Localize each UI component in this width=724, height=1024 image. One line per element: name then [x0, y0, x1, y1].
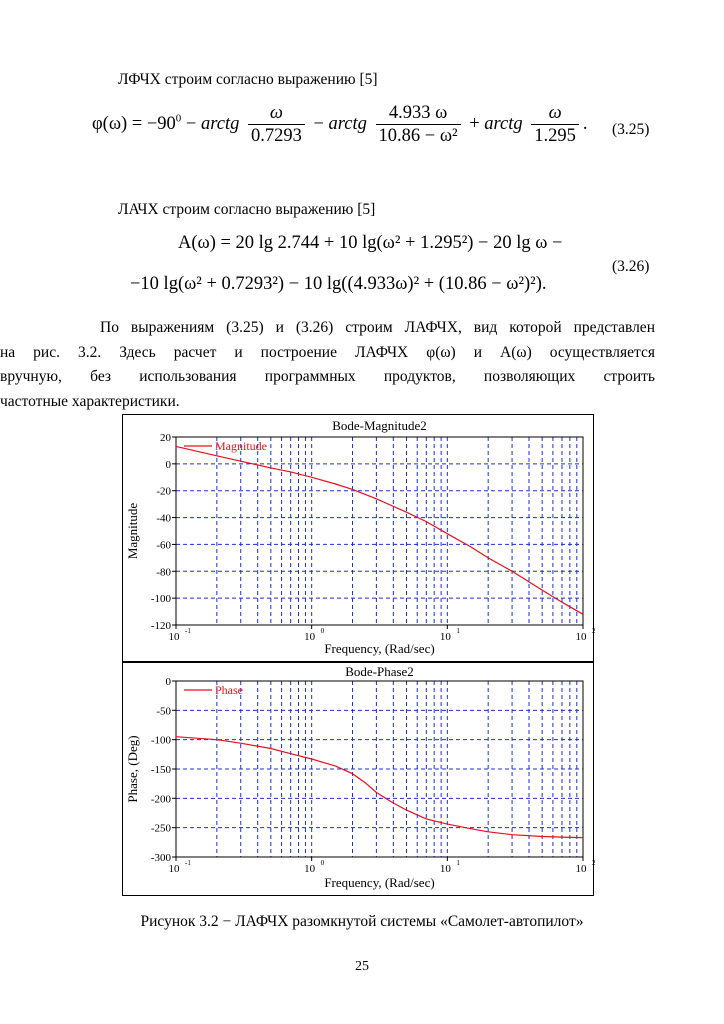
- x-tick-exponent: 1: [456, 627, 460, 635]
- y-tick-label: 0: [165, 458, 171, 471]
- x-tick-label: 10: [575, 631, 587, 643]
- eq-phase-fraction-2: [376, 102, 461, 147]
- x-tick-label: 10: [575, 863, 587, 875]
- y-tick-label: 0: [165, 676, 171, 688]
- x-tick-label: 10: [439, 863, 451, 875]
- equation-phase: $\varphi(\omega) = -90^0$ − arctg $\frac{\omega}{0.7293}$ − arctg $\frac{4.933 \omega}{\text{10.86 − ω²}}$ + arctg $\frac{\omega}{1.295}$ .: [92, 103, 588, 146]
- eq-f2-den: 10.86 − ω²: [378, 126, 458, 146]
- x-tick-exponent: -1: [185, 859, 191, 867]
- eq-phase-fraction-1: [248, 102, 305, 147]
- x-tick-exponent: -1: [185, 627, 191, 635]
- y-tick-label: -100: [150, 734, 171, 747]
- x-tick-exponent: 0: [320, 627, 325, 635]
- equation-number-3-26: (3.26): [612, 258, 650, 275]
- body-line-2: на рис. 3.2. Здесь расчет и построение ЛАФЧХ φ(ω) и A(ω) осуществляется: [0, 343, 655, 361]
- x-tick-exponent: 1: [456, 859, 460, 867]
- y-tick-label: -200: [150, 793, 171, 806]
- x-axis-label: Frequency, (Rad/sec): [324, 875, 435, 890]
- eq-phase-arctg-2: arctg: [328, 113, 367, 134]
- paragraph-mag-intro: ЛАЧХ строим согласно выражению [5]: [118, 201, 376, 218]
- y-tick-label: -120: [150, 620, 171, 632]
- eq-f1-num: ω: [269, 103, 283, 123]
- y-tick-label: -250: [150, 822, 171, 835]
- y-tick-label: -60: [156, 539, 171, 552]
- equation-mag-line2: −10 lg(ω² + 0.7293²) − 10 lg((4.933ω)² + (10.86 − ω²)²).: [130, 274, 547, 294]
- x-tick-exponent: 2: [592, 627, 596, 635]
- plot-area: [176, 437, 583, 625]
- page-number: 25: [355, 959, 369, 974]
- y-tick-label: 20: [160, 432, 171, 444]
- x-tick-exponent: 0: [320, 859, 325, 867]
- eq-phase-arctg-1: arctg: [200, 113, 240, 134]
- eq-f3-den: 1.295: [534, 126, 576, 146]
- phase-chart: [123, 663, 596, 895]
- eq-phase-arctg-3: arctg: [484, 113, 523, 134]
- x-tick-label: 10: [439, 631, 451, 643]
- y-tick-label: -80: [156, 566, 171, 579]
- body-paragraph: [0, 316, 655, 414]
- figure-caption: Рисунок 3.2 − ЛАФЧХ разомкнутой системы «Самолет-автопилот»: [140, 913, 584, 930]
- chart-title: Bode-Phase2: [345, 664, 414, 679]
- body-line-4: частотные характеристики.: [0, 392, 180, 410]
- eq-phase-degree: 0: [175, 112, 182, 125]
- y-axis-label: Phase, (Deg): [125, 735, 140, 803]
- x-tick-label: 10: [304, 863, 316, 875]
- equation-mag-line1: A(ω) = 20 lg 2.744 + 10 lg(ω² + 1.295²) − 20 lg ω −: [178, 233, 563, 253]
- magnitude-chart-frame: [122, 414, 594, 662]
- x-tick-label: 10: [168, 863, 180, 875]
- y-tick-label: -150: [150, 764, 171, 776]
- eq-f3-num: ω: [548, 103, 562, 123]
- phase-chart-frame: [122, 662, 594, 896]
- eq-f1-den: 0.7293: [250, 126, 302, 146]
- y-tick-label: -20: [156, 485, 171, 498]
- y-axis-label: Magnitude: [125, 502, 140, 560]
- eq-f2-num: 4.933 ω: [376, 102, 461, 125]
- eq-phase-lhs: φ(ω) = −90: [92, 113, 176, 134]
- magnitude-chart: [123, 415, 596, 661]
- x-tick-label: 10: [168, 631, 180, 643]
- legend-label: Magnitude: [215, 439, 267, 453]
- y-tick-label: -40: [156, 512, 171, 525]
- y-tick-label: -50: [156, 705, 171, 718]
- paragraph-phase-intro: ЛФЧХ строим согласно выражению [5]: [118, 71, 378, 88]
- equation-number-3-25: (3.25): [612, 121, 650, 138]
- x-axis-label: Frequency, (Rad/sec): [324, 641, 435, 656]
- body-line-1: По выражениям (3.25) и (3.26) строим ЛАФЧХ, вид которой представлен: [100, 319, 655, 336]
- x-tick-label: 10: [304, 631, 316, 643]
- chart-title: Bode-Magnitude2: [332, 418, 427, 433]
- legend-label: Phase: [215, 683, 243, 697]
- y-tick-label: -100: [150, 593, 171, 606]
- body-line-3: вручную, без использования программных продуктов, позволяющих строить: [0, 368, 655, 385]
- x-tick-exponent: 2: [592, 859, 596, 867]
- y-tick-label: -300: [150, 852, 171, 864]
- eq-phase-fraction-3: [531, 102, 579, 147]
